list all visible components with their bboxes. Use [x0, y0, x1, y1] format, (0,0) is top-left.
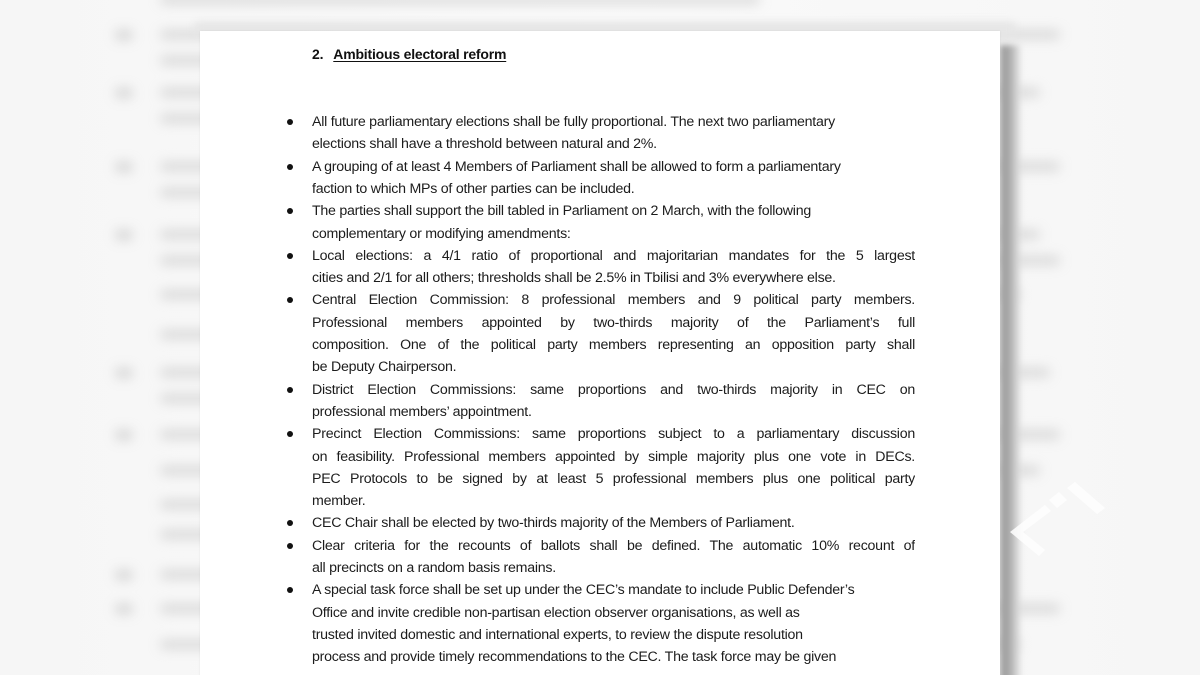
bg-blur-mark	[115, 88, 133, 98]
bullet-icon	[287, 431, 293, 437]
list-item-text-line: PEC Protocols to be signed by at least 5 professional members plus one political party	[312, 470, 915, 487]
list-item-text-line: trusted invited domestic and international experts, to review the dispute resolution	[312, 626, 803, 643]
list-item-text-line: A special task force shall be set up under the CEC’s mandate to include Public Defender’s	[312, 582, 855, 599]
list-item-text-line: be Deputy Chairperson.	[312, 359, 457, 376]
list-item-text-line: Office and invite credible non-partisan election observer organisations, as well as	[312, 604, 800, 621]
list-item-text-line: All future parliamentary elections shall be fully proportional. The next two parliamentary	[312, 114, 835, 130]
bg-blur-mark	[115, 604, 133, 614]
watermark-chevron-shape	[1010, 505, 1051, 556]
list-item-text-line: member.	[312, 493, 366, 510]
bullet-icon	[287, 297, 293, 303]
bullet-icon	[287, 543, 293, 549]
bg-blur-mark	[115, 30, 133, 40]
section-heading	[312, 46, 506, 62]
list-item-text-line: faction to which MPs of other parties can be included.	[312, 180, 635, 197]
list-item-text-line: composition. One of the political party members representing an opposition party shall	[312, 337, 915, 353]
section-number: 2.	[312, 46, 324, 62]
list-item-text-line: Precinct Election Commissions: same proportions subject to a parliamentary discussion	[312, 426, 915, 443]
list-item-text-line: on feasibility. Professional members appointed by simple majority plus one vote in DECs.	[312, 448, 915, 465]
list-item-text-line: professional members’ appointment.	[312, 403, 532, 420]
bg-blur-mark	[115, 230, 133, 240]
watermark-square-shape	[1049, 492, 1067, 508]
list-item-text-line: Clear criteria for the recounts of ballots shall be defined. The automatic 10% recount of	[312, 537, 915, 554]
list-item-text-line: complementary or modifying amendments:	[312, 225, 571, 242]
bg-blur-mark	[160, 0, 760, 4]
bg-blur-mark	[115, 570, 133, 580]
list-item-text-line: The parties shall support the bill tabled in Parliament on 2 March, with the following	[312, 203, 811, 220]
bg-blur-mark	[115, 430, 133, 440]
list-item-text-line: Professional members appointed by two-thirds majority of the Parliament’s full	[312, 314, 915, 331]
list-item-text-line: elections shall have a threshold between natural and 2%.	[312, 136, 657, 153]
section-title: Ambitious electoral reform	[333, 46, 507, 62]
bullet-icon	[287, 520, 293, 526]
list-item-text-line: cities and 2/1 for all others; thresholds shall be 2.5% in Tbilisi and 3% everywhere else.	[312, 270, 836, 287]
list-item-text-line: CEC Chair shall be elected by two-thirds majority of the Members of Parliament.	[312, 515, 795, 532]
bullet-icon	[287, 387, 293, 393]
bullet-icon	[287, 119, 293, 125]
bullet-icon	[287, 253, 293, 259]
bullet-icon	[287, 208, 293, 214]
list-item-text-line: District Election Commissions: same proportions and two-thirds majority in CEC on	[312, 381, 915, 398]
list-item-text-line: process and provide timely recommendations to the CEC. The task force may be given	[312, 649, 837, 666]
logo-watermark-icon	[1005, 470, 1105, 570]
bullet-icon	[287, 164, 293, 170]
list-item-text-line: Local elections: a 4/1 ratio of proportional and majoritarian mandates for the 5 largest	[312, 247, 915, 264]
watermark-bar-shape	[1067, 482, 1105, 514]
list-item-text-line: all precincts on a random basis remains.	[312, 560, 556, 576]
bg-blur-mark	[115, 162, 133, 172]
bullet-icon	[287, 587, 293, 593]
page-right-shadow	[1000, 45, 1022, 675]
list-item-text-line: A grouping of at least 4 Members of Parliament shall be allowed to form a parliamentary	[312, 158, 841, 175]
list-item-text-line: Central Election Commission: 8 professional members and 9 political party members.	[312, 292, 915, 309]
bg-blur-mark	[115, 368, 133, 378]
document-page	[200, 31, 1000, 675]
